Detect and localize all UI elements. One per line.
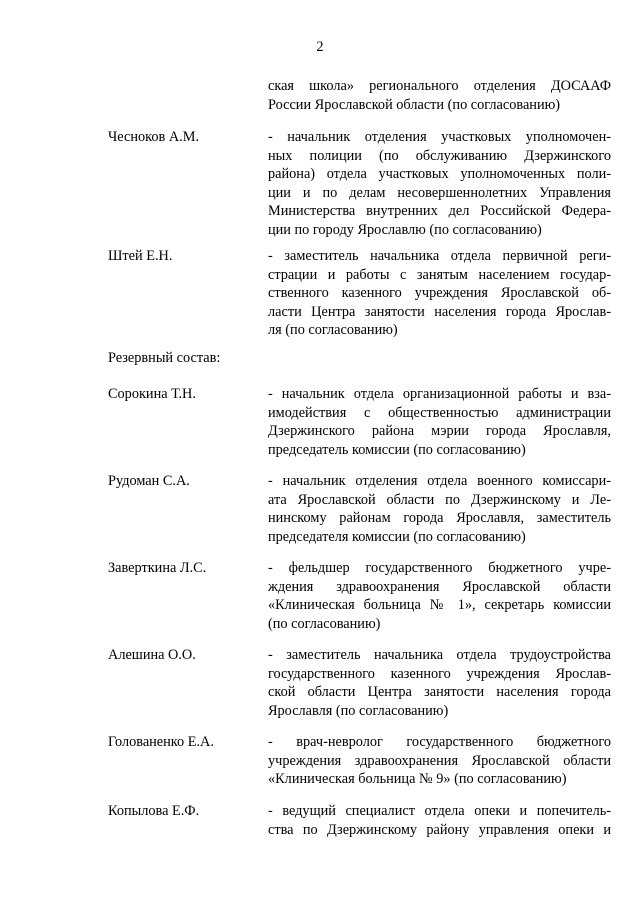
text-line: ская школа» регионального отделения ДОСААФ xyxy=(268,78,611,94)
text-line: учреждения здравоохранения Ярославской области xyxy=(268,752,611,769)
member-name: Алешина О.О. xyxy=(108,647,196,663)
text-line: ждения здравоохранения Ярославской области xyxy=(268,578,611,595)
member-name: Копылова Е.Ф. xyxy=(108,803,200,819)
member-name: Штей Е.Н. xyxy=(108,248,173,264)
text-line: «Клиническая больница № 1», секретарь комиссии xyxy=(268,597,611,614)
text-line: ласти Центра занятости населения города Ярослав- xyxy=(268,303,611,320)
text-line: - фельдшер государственного бюджетного учре- xyxy=(268,560,611,576)
member-description xyxy=(268,128,611,240)
reserve-heading: Резервный состав: xyxy=(108,350,221,366)
text-line: - заместитель начальника отдела трудоустройства xyxy=(268,647,611,663)
text-line: - начальник отделения участковых уполномочен- xyxy=(268,129,611,145)
text-line: - начальник отделения отдела военного комиссари- xyxy=(268,473,611,489)
text-line: ата Ярославской области по Дзержинскому и Ле- xyxy=(268,491,611,508)
text-line: ции и по делам несовершеннолетних Управления xyxy=(268,184,611,201)
member-name: Чесноков А.М. xyxy=(108,129,200,145)
text-line: - заместитель начальника отдела первичной реги- xyxy=(268,248,611,264)
text-line: - врач-невролог государственного бюджетного xyxy=(268,734,611,750)
text-line: «Клиническая больница № 9» (по согласованию) xyxy=(268,771,567,788)
text-line: имодействия с общественностью администрации xyxy=(268,404,611,421)
text-line: района) отдела участковых уполномоченных поли- xyxy=(268,166,611,183)
member-description xyxy=(268,247,611,340)
continuation-text xyxy=(268,77,611,114)
text-line: ля (по согласованию) xyxy=(268,322,398,339)
text-line: России Ярославской области (по согласованию) xyxy=(268,96,561,113)
member-description xyxy=(268,646,611,720)
page-number: 2 xyxy=(316,39,324,55)
text-line: Дзержинского района мэрии города Ярославля, xyxy=(268,423,611,440)
text-line: - ведущий специалист отдела опеки и попечитель- xyxy=(268,803,611,819)
member-description xyxy=(268,559,611,633)
text-line: ственного казенного учреждения Ярославской об- xyxy=(268,285,611,302)
text-line: ных полиции (по обслуживанию Дзержинского xyxy=(268,147,611,164)
text-line: государственного казенного учреждения Ярослав- xyxy=(268,665,611,682)
member-name: Голованенко Е.А. xyxy=(108,734,214,750)
text-line: - начальник отдела организационной работы и вза- xyxy=(268,386,611,402)
text-line: (по согласованию) xyxy=(268,615,381,632)
member-description xyxy=(268,385,611,459)
member-name: Заверткина Л.С. xyxy=(108,560,207,576)
text-line: ской области Центра занятости населения города xyxy=(268,684,611,701)
text-line: нинскому районам города Ярославля, заместитель xyxy=(268,510,611,527)
text-line: председателя комиссии (по согласованию) xyxy=(268,528,526,545)
text-line: Министерства внутренних дел Российской Федера- xyxy=(268,203,611,220)
member-description xyxy=(268,802,611,839)
text-line: Ярославля (по согласованию) xyxy=(268,702,449,719)
text-line: ства по Дзержинскому району управления опеки и xyxy=(268,821,611,838)
text-line: ции по городу Ярославлю (по согласованию) xyxy=(268,221,542,238)
member-name: Рудоман С.А. xyxy=(108,473,190,489)
text-line: страции и работы с занятым населением государ- xyxy=(268,266,611,283)
member-description xyxy=(268,733,611,789)
member-description xyxy=(268,472,611,546)
text-line: председатель комиссии (по согласованию) xyxy=(268,441,526,458)
member-name: Сорокина Т.Н. xyxy=(108,386,196,402)
